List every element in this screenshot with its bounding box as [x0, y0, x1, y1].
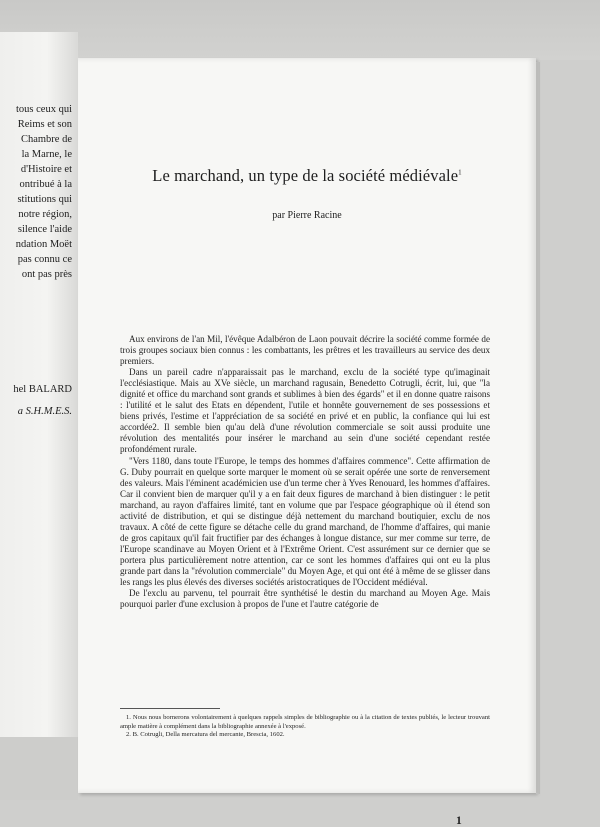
left-page-line: d'Histoire et: [20, 164, 72, 175]
footnotes: [120, 714, 490, 740]
left-page-line: silence l'aide: [17, 224, 72, 235]
left-page-line: pas connu ce: [17, 254, 72, 265]
signature-name: hel BALARD: [13, 384, 72, 395]
footnote: 2. B. Cotrugli, Della mercatura del mercante, Brescia, 1602.: [126, 731, 285, 739]
paragraph: Aux environs de l'an Mil, l'évêque Adalbéron de Laon pouvait décrire la société comme formée de trois groupes sociaux bien connus : les combattants, les prêtres et les travailleurs au service des deux premiers.: [120, 334, 490, 367]
paragraph: "Vers 1180, dans toute l'Europe, le temps des hommes d'affaires commence". Cette affirmation de G. Duby pourrait en quelque sorte marquer le moment où se serait opérée une sorte de renversement des valeurs. Mais l'éminent académicien use d'un terme cher à Yves Renouard, les hommes d'affaires. Car il convient bien de marquer qu'il y a en fait deux figures de marchand à bien distinguer : le petit marchand, au rayon d'affaires limité, tant en volume que par l'espace géographique où il étend son activité de distribution, et qui se distingue déjà nettement du marchand boutiquier, exclu de nos travaux. A côté de cette figure se détache celle du grand marchand, de l'homme d'affaires, qui manie de gros capitaux qu'il fait fructifier par des échanges à longue distance, sur mer comme sur terre, de l'Europe scandinave au Moyen Orient et à l'Extrême Orient. C'est assurément sur ce dernier que se portera plus particulièrement notre attention, car ce sont les hommes d'affaires qui ont eu la plus grande part dans la "révolution commerciale" du Moyen Age, et qui ont été à même de se glisser dans les rangs les plus élevés des diverses sociétés aristocratiques de l'Occident médiéval.: [120, 455, 490, 588]
right-page: [78, 58, 536, 827]
title-footnote-marker: 1: [458, 168, 462, 177]
left-page-line: ont pas près: [21, 269, 72, 280]
signature-organization: a S.H.M.E.S.: [17, 406, 72, 417]
background-shade: [0, 737, 78, 800]
article-author: par Pierre Racine: [272, 210, 342, 221]
left-page-line: notre région,: [18, 209, 72, 220]
left-page-line: tous ceux qui: [16, 104, 72, 115]
footnote-rule: [120, 708, 220, 709]
article-title-text: Le marchand, un type de la société médiévale: [152, 166, 459, 185]
paragraph: Dans un pareil cadre n'apparaissait pas le marchand, exclu de la société type qu'imaginait l'ecclésiastique. Mais au XVe siècle, un marchand ragusain, Benedetto Cotrugli, écrit, lui, que "la dignité et office du marchand sont grands et sublimes à bien des égards" et il en donne quatre raisons : l'utilité et le salut des Etats en dépendent, l'utile et honnête gouvernement de ses possessions et biens privés, l'estime et l'appréciation de sa société en privé et en public, la confiance qui lui est accordée2. Il semble bien qu'au delà d'une révolution commerciale se soit aussi produite une révolution des mentalités pour insérer le marchand au sein d'une société cependant restée profondément rurale.: [120, 367, 490, 455]
left-page-line: la Marne, le: [21, 149, 72, 160]
background: [0, 0, 600, 60]
left-page-line: stitutions qui: [17, 194, 72, 205]
left-page-line: Reims et son: [17, 119, 72, 130]
page-edge: [536, 62, 540, 794]
left-page: [0, 32, 78, 737]
left-page-line: Chambre de: [20, 134, 72, 145]
page-number: 1: [456, 815, 462, 827]
left-page-line: ndation Moët: [15, 239, 72, 250]
footnote: 1. Nous nous bornerons volontairement à quelques rappels simples de bibliographie ou à la citation de textes publiés, le lecteur trouvant ample matière à complément dans la bibliographie annexée à l'exposé.: [120, 714, 490, 730]
article-body: [120, 334, 490, 610]
article-title: [78, 166, 536, 186]
left-page-line: ontribué à la: [19, 179, 72, 190]
paragraph: De l'exclu au parvenu, tel pourrait être synthétisé le destin du marchand au Moyen Age. Mais pourquoi parler d'une exclusion à propos de l'une et l'autre catégorie de: [120, 588, 490, 610]
